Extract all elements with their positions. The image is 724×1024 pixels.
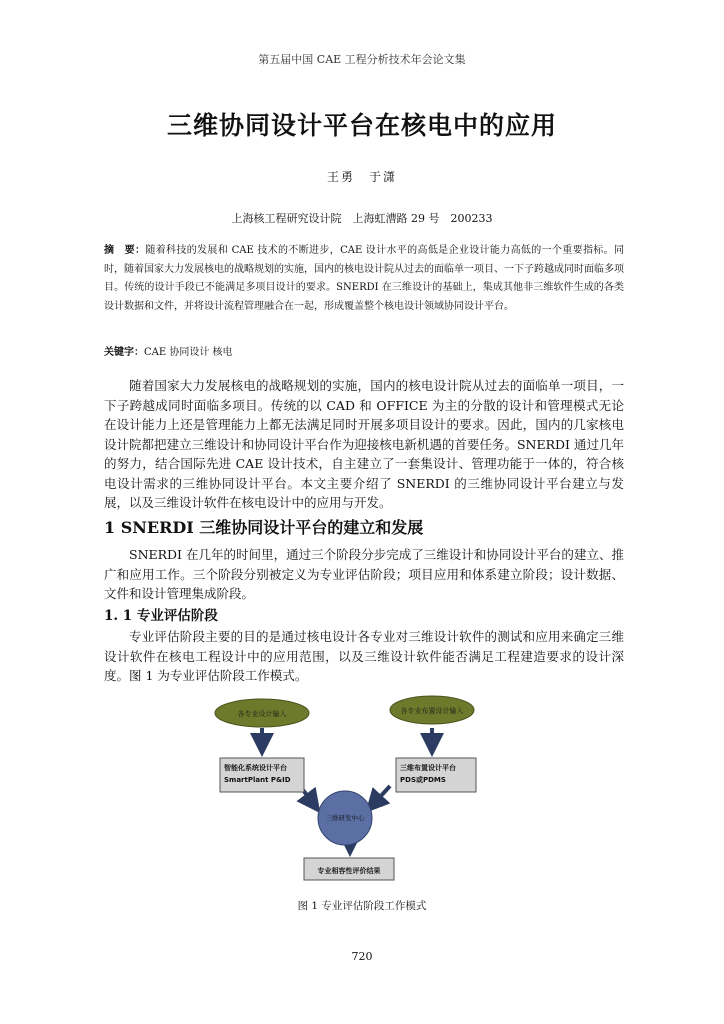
abstract: [104, 242, 624, 316]
abstract-text: 随着科技的发展和 CAE 技术的不断进步，CAE 设计水平的高低是企业设计能力高低的一个重要指标。同时，随着国家大力发展核电的战略规划的实施，国内的核电设计院从过去的面临单一项目、一下子跨越成同时面临多项目。传统的设计手段已不能满足多项目设计的要求。SNERDI 在三维设计的基础上，集成其他非三维软件生成的各类设计数据和文件，并将设计流程管理融合在一起，形成覆盖整个核电设计领域协同设计平台。: [104, 245, 624, 312]
figure-1-diagram: [200, 690, 500, 890]
paper-title: 三维协同设计平台在核电中的应用: [166, 111, 557, 140]
affiliation: 上海核工程研究设计院 上海虹漕路 29 号 200233: [231, 212, 493, 225]
section-1-1-heading: 1. 1 专业评估阶段: [104, 608, 218, 624]
right-input-label: 各专业布置设计输入: [400, 707, 464, 715]
keywords: [104, 343, 624, 358]
result-label: 专业相容性评价结果: [317, 867, 381, 875]
right-platform-line2: PDS或PDMS: [400, 776, 446, 784]
abstract-label: 摘 要：: [104, 245, 146, 256]
section-1-paragraph: SNERDI 在几年的时间里，通过三个阶段分步完成了三维设计和协同设计平台的建立、推广和应用工作。三个阶段分别被定义为专业评估阶段；项目应用和体系建立阶段；设计数据、文件和设计管理集成阶段。: [104, 547, 624, 601]
authors: 王勇 于潇: [326, 170, 397, 184]
keywords-label: 关键字：: [104, 347, 144, 358]
arrow-right-to-center: [368, 786, 390, 810]
center-label: 三维研发中心: [325, 814, 365, 822]
keywords-text: CAE 协同设计 核电: [144, 347, 233, 358]
running-header: 第五届中国 CAE 工程分析技术年会论文集: [258, 53, 466, 66]
intro-paragraph: 随着国家大力发展核电的战略规划的实施，国内的核电设计院从过去的面临单一项目，一下子跨越成同时面临多项目。传统的以 CAD 和 OFFICE 为主的分散的设计和管理模式无论在设计能力上还是管理能力上都无法满足同时开展多项目设计的要求。因此，国内的几家核电设计院都把建立三维设计和协同设计平台作为迎接核电新机遇的首要任务。SNERDI 通过几年的努力，结合国际先进 CAE 设计技术，自主建立了一套集设计、管理功能于一体的，符合核电设计需求的三维协同设计平台。本文主要介绍了 SNERDI 的三维协同设计平台建立与发展，以及三维设计软件在核电设计中的应用与开发。: [104, 378, 624, 510]
section-1-1-paragraph: 专业评估阶段主要的目的是通过核电设计各专业对三维设计软件的测试和应用来确定三维设计软件在核电工程设计中的应用范围，以及三维设计软件能否满足工程建造要求的设计深度。图 1 为专业评估阶段工作模式。: [104, 629, 624, 683]
left-platform-line2: SmartPlant P&ID: [224, 776, 291, 784]
figure-caption: 图 1 专业评估阶段工作模式: [297, 900, 427, 912]
page-number: 720: [351, 950, 373, 963]
left-platform-line1: 智能化系统设计平台: [224, 764, 287, 772]
right-platform-line1: 三维布置设计平台: [400, 764, 456, 772]
section-1-heading: 1 SNERDI 三维协同设计平台的建立和发展: [104, 518, 424, 537]
left-input-label: 各专业设计输入: [237, 710, 287, 718]
